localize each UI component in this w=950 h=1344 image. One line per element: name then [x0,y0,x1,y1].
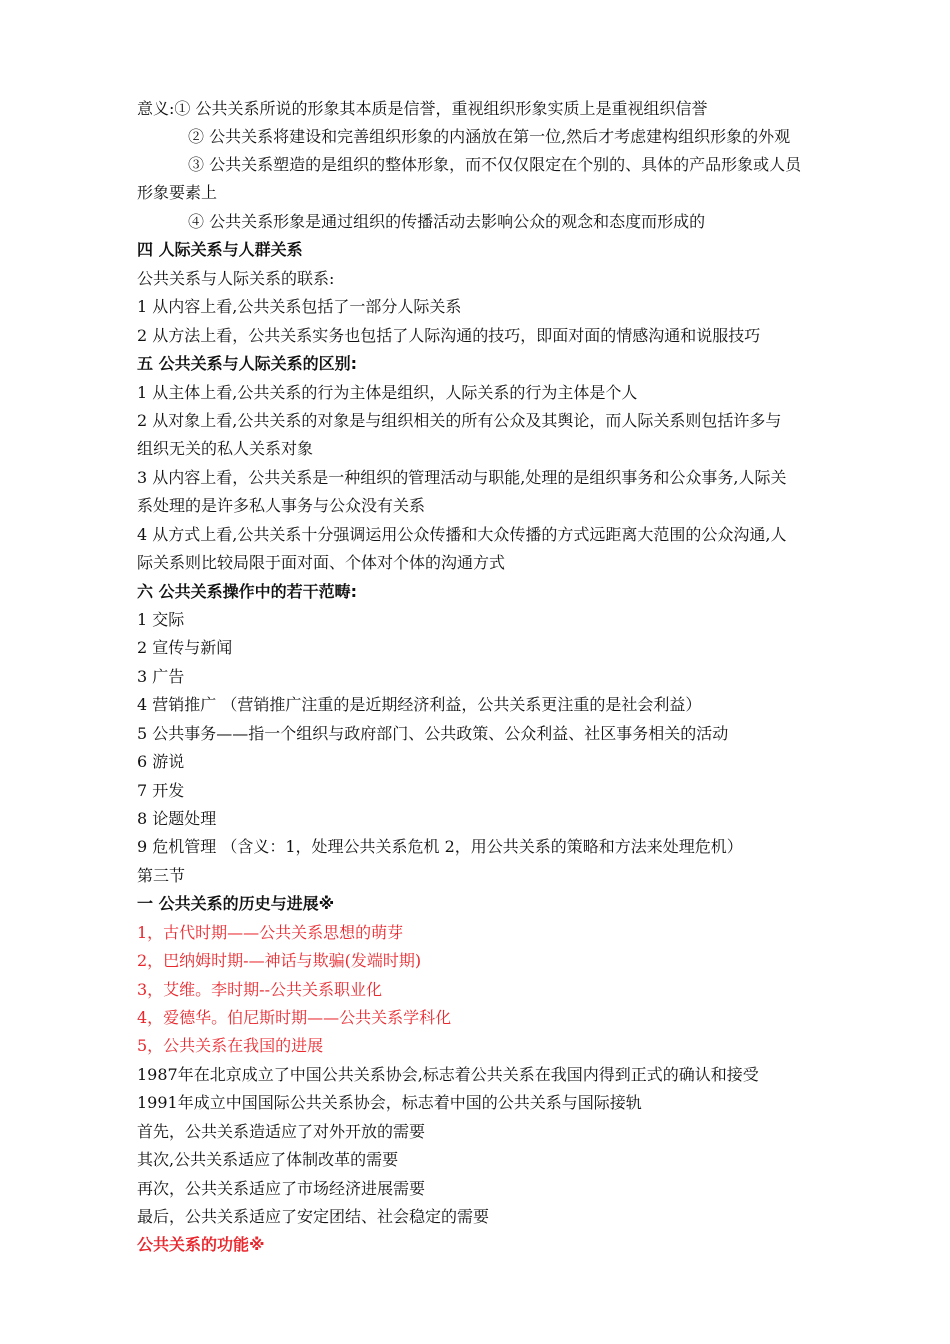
list-item: 1 从主体上看,公共关系的行为主体是组织，人际关系的行为主体是个人 [137,383,638,402]
chapter-label: 第三节 [137,866,186,885]
list-item: 5 公共事务——指一个组织与政府部门、公共政策、公众利益、社区事务相关的活动 [137,724,729,743]
section-heading-1: 一 公共关系的历史与进展※ [137,894,335,913]
meaning-line-3-cont: 形象要素上 [137,183,218,202]
meaning-line-1: 意义:① 公共关系所说的形象其本质是信誉，重视组织形象实质上是重视组织信誉 [137,99,708,118]
history-item: 2，巴纳姆时期-—神话与欺骗(发端时期) [137,951,422,970]
meaning-line-4: ④ 公共关系形象是通过组织的传播活动去影响公众的观念和态度而形成的 [188,212,706,231]
list-item-cont: 系处理的是许多私人事务与公众没有关系 [137,496,426,515]
meaning-line-2: ② 公共关系将建设和完善组织形象的内涵放在第一位,然后才考虑建构组织形象的外观 [188,127,791,146]
list-item: 2 从方法上看，公共关系实务也包括了人际沟通的技巧，即面对面的情感沟通和说服技巧 [137,326,761,345]
list-item: 8 论题处理 [137,809,217,828]
list-item: 1 交际 [137,610,185,629]
paragraph-line: 最后，公共关系适应了安定团结、社会稳定的需要 [137,1207,490,1226]
paragraph-line: 1987年在北京成立了中国公共关系协会,标志着公共关系在我国内得到正式的确认和接受 [137,1065,759,1084]
list-item: 3 广告 [137,667,185,686]
paragraph-line: 首先，公共关系造适应了对外开放的需要 [137,1122,426,1141]
history-item: 4，爱德华。伯尼斯时期——公共关系学科化 [137,1008,452,1027]
list-item-cont: 组织无关的私人关系对象 [137,439,314,458]
paragraph-line: 公共关系与人际关系的联系: [137,269,335,288]
section-heading-6: 六 公共关系操作中的若干范畴: [137,582,357,601]
paragraph-line: 再次，公共关系适应了市场经济进展需要 [137,1179,426,1198]
list-item: 2 宣传与新闻 [137,638,233,657]
meaning-line-3: ③ 公共关系塑造的是组织的整体形象，而不仅仅限定在个别的、具体的产品形象或人员 [188,155,802,174]
list-item: 2 从对象上看,公共关系的对象是与组织相关的所有公众及其舆论，而人际关系则包括许多与 [137,411,782,430]
list-item: 4 营销推广 （营销推广注重的是近期经济利益，公共关系更注重的是社会利益） [137,695,702,714]
history-item: 5，公共关系在我国的进展 [137,1036,324,1055]
list-item: 7 开发 [137,781,185,800]
list-item: 9 危机管理 （含义：1，处理公共关系危机 2，用公共关系的策略和方法来处理危机） [137,837,743,856]
paragraph-line: 其次,公共关系适应了体制改革的需要 [137,1150,399,1169]
paragraph-line: 1991年成立中国国际公共关系协会，标志着中国的公共关系与国际接轨 [137,1093,642,1112]
history-item: 3，艾维。李时期--公共关系职业化 [137,980,382,999]
section-heading-functions: 公共关系的功能※ [137,1235,265,1254]
list-item: 6 游说 [137,752,185,771]
list-item: 1 从内容上看,公共关系包括了一部分人际关系 [137,297,462,316]
history-item: 1，古代时期——公共关系思想的萌芽 [137,923,404,942]
section-heading-4: 四 人际关系与人群关系 [137,240,303,259]
list-item: 4 从方式上看,公共关系十分强调运用公众传播和大众传播的方式远距离大范围的公众沟通,人 [137,525,787,544]
list-item: 3 从内容上看，公共关系是一种组织的管理活动与职能,处理的是组织事务和公众事务,人际关 [137,468,787,487]
list-item-cont: 际关系则比较局限于面对面、个体对个体的沟通方式 [137,553,506,572]
section-heading-5: 五 公共关系与人际关系的区别: [137,354,357,373]
